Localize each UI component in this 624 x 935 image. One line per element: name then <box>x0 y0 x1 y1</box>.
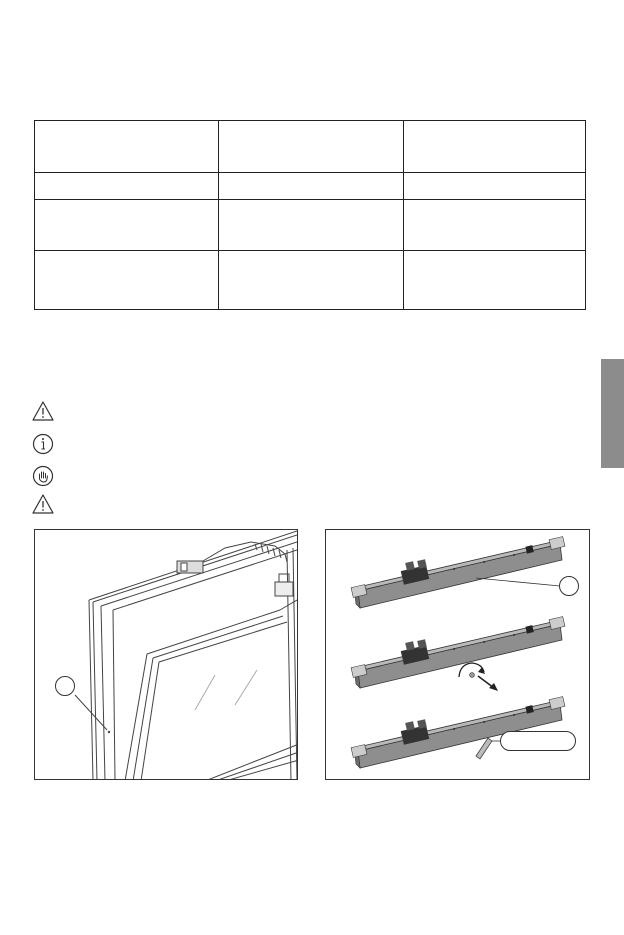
callout-marker <box>55 676 75 696</box>
hand-icon <box>32 465 54 487</box>
callout-label-box <box>500 731 576 751</box>
chapter-side-tab <box>601 359 624 468</box>
table-cell <box>218 199 403 250</box>
table-cell <box>403 250 587 309</box>
frame-drawing <box>35 530 298 780</box>
table-cell <box>218 250 403 309</box>
table-cell <box>35 250 218 309</box>
frame-illustration <box>34 529 298 780</box>
hardware-bar-illustration <box>325 529 590 780</box>
table-cell <box>35 199 218 250</box>
table-cell <box>35 172 218 199</box>
warning-triangle-icon <box>32 493 54 515</box>
table-cell <box>403 199 587 250</box>
table-cell <box>403 172 587 199</box>
table-cell <box>403 121 587 172</box>
specification-table <box>34 120 586 310</box>
hardware-bar-step-1 <box>351 537 565 608</box>
warning-triangle-icon <box>32 400 54 422</box>
table-cell <box>218 121 403 172</box>
callout-marker <box>559 576 579 596</box>
info-icon <box>32 433 54 455</box>
table-cell <box>218 172 403 199</box>
hardware-bar-step-2 <box>351 617 565 688</box>
table-cell <box>35 121 218 172</box>
